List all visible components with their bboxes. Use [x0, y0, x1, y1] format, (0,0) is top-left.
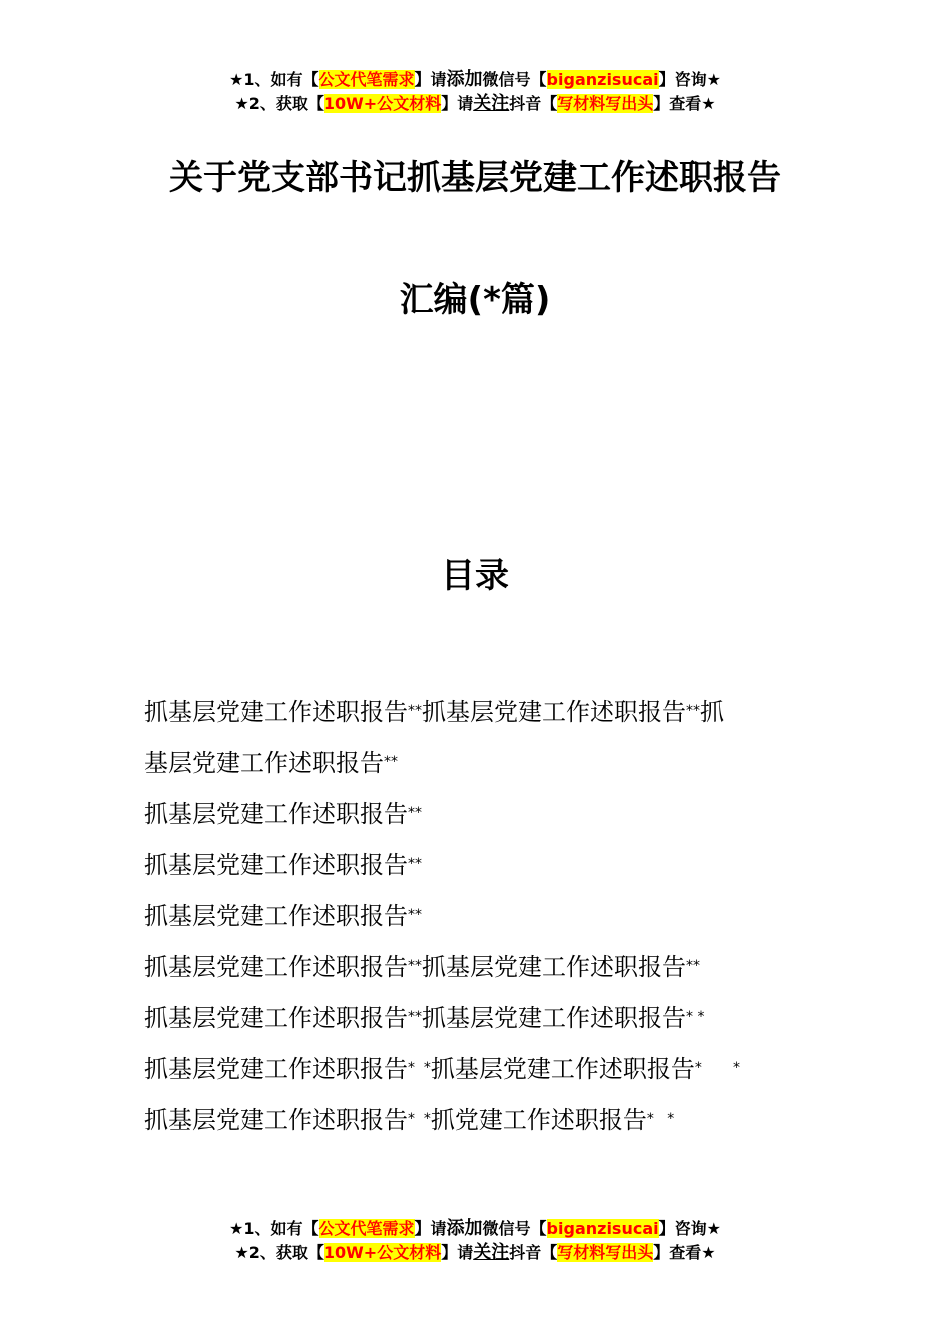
promo-highlight: 10W+公文材料: [323, 94, 442, 113]
toc-entry-text: 抓基层党建工作述职报告: [422, 698, 686, 726]
promo-highlight: 公文代笔需求: [318, 70, 415, 89]
toc-entry-text: 抓基层党建工作述职报告: [144, 902, 408, 930]
toc-entry: [144, 941, 814, 992]
promo-text: ★2、获取【: [234, 1243, 324, 1262]
promo-text: ★1、如有【: [229, 70, 319, 89]
toc-entry-text: 抓基层党建工作述职报告: [430, 1055, 695, 1083]
toc-page-marker: **: [408, 1009, 422, 1025]
toc-page-marker: * *: [408, 1060, 431, 1076]
toc-entry: [144, 1043, 814, 1094]
toc-entry-text: 抓基层党建工作述职报告: [144, 1106, 408, 1134]
promo-text: 】查看★: [653, 1243, 716, 1262]
promo-text: ★2、获取【: [234, 94, 324, 113]
promo-text: 】请: [441, 1243, 474, 1262]
document-title: 关于党支部书记抓基层党建工作述职报告: [169, 158, 781, 198]
promo-text: 抖音【: [509, 1243, 558, 1262]
toc-entry-text: 抓基层党建工作述职报告: [144, 953, 408, 981]
toc-page-marker: * *: [646, 1111, 675, 1127]
toc-page-marker: **: [408, 907, 422, 923]
toc-entry-text: 抓基层党建工作述职报告: [144, 698, 408, 726]
toc-entry: [144, 1094, 814, 1145]
toc-entry-text: 抓: [700, 698, 724, 726]
toc-entry: [144, 686, 814, 737]
promo-emphasis: 关注: [473, 1242, 510, 1263]
table-of-contents: [144, 686, 814, 1145]
toc-entry: [144, 737, 814, 788]
promo-text: 】请: [414, 70, 447, 89]
toc-page-marker: **: [408, 856, 422, 872]
promo-emphasis: 添加: [446, 69, 483, 90]
promo-line-2: [0, 92, 950, 116]
promo-highlight: 写材料写出头: [557, 1243, 654, 1262]
promo-banner-top: [0, 68, 950, 116]
promo-text: ★1、如有【: [229, 1219, 319, 1238]
promo-emphasis: 添加: [446, 1218, 483, 1239]
toc-entry-text: 抓基层党建工作述职报告: [422, 953, 686, 981]
promo-line-1: [0, 1217, 950, 1241]
toc-page-marker: **: [384, 754, 398, 770]
toc-page-marker: * *: [408, 1111, 431, 1127]
toc-page-marker: **: [686, 703, 700, 719]
promo-line-2: [0, 1241, 950, 1265]
promo-text: 微信号【: [482, 70, 547, 89]
promo-emphasis: 关注: [473, 93, 510, 114]
promo-highlight: 公文代笔需求: [318, 1219, 415, 1238]
toc-page-marker: * *: [694, 1060, 741, 1076]
toc-entry-text: 抓基层党建工作述职报告: [144, 851, 408, 879]
toc-entry-text: 抓基层党建工作述职报告: [422, 1004, 686, 1032]
promo-text: 】请: [441, 94, 474, 113]
toc-entry-text: 抓基层党建工作述职报告: [144, 1004, 408, 1032]
promo-text: 】请: [414, 1219, 447, 1238]
toc-entry: [144, 992, 814, 1043]
toc-page-marker: * *: [686, 1009, 705, 1025]
toc-page-marker: **: [408, 805, 422, 821]
promo-wechat-id: biganzisucai: [546, 1219, 659, 1238]
document-subtitle: 汇编(*篇): [399, 280, 551, 320]
promo-text: 微信号【: [482, 1219, 547, 1238]
promo-banner-bottom: [0, 1217, 950, 1265]
promo-wechat-id: biganzisucai: [546, 70, 659, 89]
promo-text: 】咨询★: [658, 1219, 721, 1238]
toc-entry: [144, 890, 814, 941]
toc-entry-text: 抓基层党建工作述职报告: [144, 1055, 408, 1083]
toc-entry-text: 抓基层党建工作述职报告: [144, 800, 408, 828]
toc-entry: [144, 788, 814, 839]
toc-heading: 目录: [441, 556, 509, 596]
toc-entry-text: 抓党建工作述职报告: [430, 1106, 647, 1134]
promo-highlight: 写材料写出头: [557, 94, 654, 113]
toc-page-marker: **: [686, 958, 700, 974]
toc-entry-text: 基层党建工作述职报告: [144, 749, 384, 777]
toc-entry: [144, 839, 814, 890]
toc-page-marker: **: [408, 958, 422, 974]
promo-text: 】查看★: [653, 94, 716, 113]
promo-highlight: 10W+公文材料: [323, 1243, 442, 1262]
toc-page-marker: **: [408, 703, 422, 719]
promo-line-1: [0, 68, 950, 92]
promo-text: 】咨询★: [658, 70, 721, 89]
promo-text: 抖音【: [509, 94, 558, 113]
